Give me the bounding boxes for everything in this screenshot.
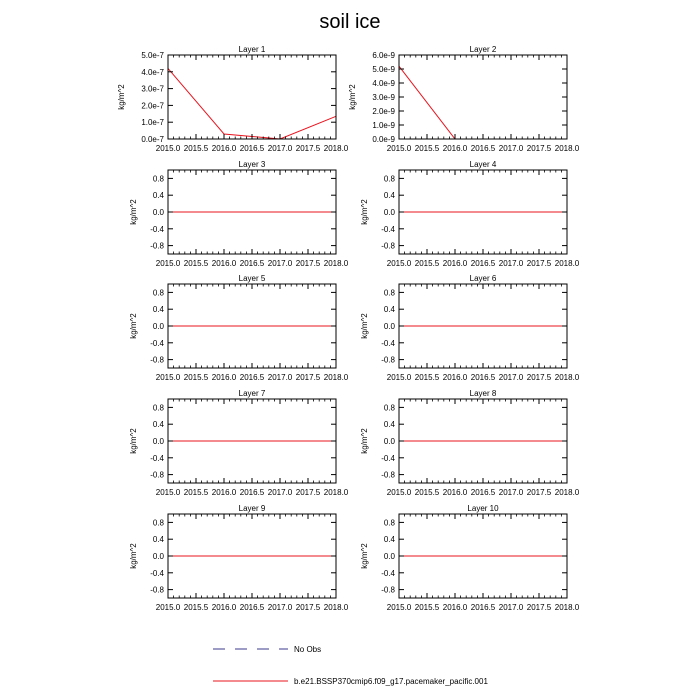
- y-tick-label: -0.8: [381, 355, 395, 365]
- legend-label-no-obs: No Obs: [294, 645, 322, 654]
- x-tick-label: 2015.5: [183, 603, 209, 612]
- x-tick-label: 2017.0: [267, 259, 293, 268]
- x-tick-label: 2015.0: [155, 373, 181, 382]
- x-tick-label: 2017.5: [526, 144, 552, 153]
- x-tick-label: 2016.5: [239, 144, 265, 153]
- series-line: [168, 68, 336, 139]
- y-tick-label: 0.0: [383, 208, 395, 217]
- y-tick-label: -0.4: [150, 338, 164, 348]
- panel-title: Layer 7: [238, 389, 266, 398]
- panel-title: Layer 2: [469, 45, 497, 54]
- legend: [213, 645, 488, 686]
- x-tick-label: 2018.0: [323, 259, 349, 268]
- y-tick-label: -0.8: [150, 470, 164, 480]
- x-tick-label: 2015.0: [386, 488, 412, 497]
- x-tick-label: 2018.0: [554, 603, 580, 612]
- y-axis-label: kg/m^2: [360, 313, 369, 339]
- x-tick-label: 2016.0: [211, 144, 237, 153]
- x-tick-label: 2016.5: [470, 373, 496, 382]
- x-tick-label: 2017.0: [498, 603, 524, 612]
- panel-title: Layer 10: [467, 504, 499, 513]
- x-tick-label: 2018.0: [323, 603, 349, 612]
- x-tick-label: 2017.5: [295, 373, 321, 382]
- y-tick-label: 0.4: [152, 191, 164, 201]
- y-tick-label: 0.8: [383, 403, 395, 413]
- x-tick-label: 2018.0: [554, 259, 580, 268]
- x-tick-label: 2018.0: [323, 488, 349, 497]
- x-tick-label: 2016.5: [470, 603, 496, 612]
- x-tick-label: 2016.5: [239, 488, 265, 497]
- x-tick-label: 2015.5: [183, 259, 209, 268]
- panel-title: Layer 5: [238, 274, 266, 283]
- x-tick-label: 2016.5: [239, 259, 265, 268]
- y-tick-label: 0.8: [383, 174, 395, 184]
- y-tick-label: 2.0e-9: [372, 107, 395, 116]
- x-tick-label: 2016.0: [211, 603, 237, 612]
- y-axis-label: kg/m^2: [117, 84, 126, 110]
- series-line: [399, 66, 567, 139]
- y-tick-label: 0.0: [383, 437, 395, 446]
- x-tick-label: 2016.0: [442, 144, 468, 153]
- y-tick-label: -0.8: [381, 241, 395, 251]
- x-tick-label: 2017.5: [526, 488, 552, 497]
- y-tick-label: -0.8: [381, 585, 395, 595]
- x-tick-label: 2015.0: [155, 603, 181, 612]
- plot-frame: [399, 55, 567, 139]
- y-tick-label: -0.8: [150, 355, 164, 365]
- panels-grid: [117, 45, 580, 612]
- x-tick-label: 2017.0: [267, 373, 293, 382]
- x-tick-label: 2015.0: [386, 373, 412, 382]
- x-tick-label: 2015.0: [155, 144, 181, 153]
- panel-title: Layer 6: [469, 274, 497, 283]
- y-tick-label: -0.4: [381, 453, 395, 463]
- y-tick-label: 1.0e-9: [372, 121, 395, 130]
- x-tick-label: 2018.0: [554, 144, 580, 153]
- x-tick-label: 2017.0: [267, 488, 293, 497]
- y-tick-label: -0.8: [381, 470, 395, 480]
- y-tick-label: -0.4: [150, 224, 164, 234]
- y-tick-label: 3.0e-7: [141, 84, 164, 94]
- y-tick-label: -0.4: [381, 338, 395, 348]
- x-tick-label: 2018.0: [323, 373, 349, 382]
- x-tick-label: 2015.0: [386, 603, 412, 612]
- x-tick-label: 2015.5: [414, 259, 440, 268]
- x-tick-label: 2015.5: [414, 603, 440, 612]
- panel-layer-10: [360, 504, 580, 612]
- y-tick-label: 0.8: [383, 518, 395, 528]
- x-tick-label: 2015.0: [386, 144, 412, 153]
- panel-layer-6: [360, 274, 580, 382]
- x-tick-label: 2017.5: [526, 603, 552, 612]
- x-tick-label: 2017.5: [526, 259, 552, 268]
- y-tick-label: 0.4: [383, 305, 395, 315]
- x-tick-label: 2015.0: [155, 488, 181, 497]
- y-tick-label: 4.0e-7: [141, 67, 164, 77]
- x-tick-label: 2017.0: [498, 488, 524, 497]
- panel-layer-8: [360, 389, 580, 497]
- y-tick-label: 0.8: [152, 288, 164, 298]
- x-tick-label: 2016.5: [470, 488, 496, 497]
- x-tick-label: 2018.0: [554, 373, 580, 382]
- x-tick-label: 2017.0: [267, 144, 293, 153]
- x-tick-label: 2017.0: [267, 603, 293, 612]
- y-tick-label: 5.0e-9: [372, 65, 395, 74]
- y-tick-label: -0.4: [381, 224, 395, 234]
- x-tick-label: 2016.0: [211, 373, 237, 382]
- x-tick-label: 2017.5: [295, 488, 321, 497]
- y-axis-label: kg/m^2: [360, 199, 369, 225]
- x-tick-label: 2017.0: [498, 144, 524, 153]
- y-tick-label: 4.0e-9: [372, 79, 395, 88]
- x-tick-label: 2015.0: [386, 259, 412, 268]
- x-tick-label: 2016.0: [442, 488, 468, 497]
- y-tick-label: 5.0e-7: [141, 51, 164, 60]
- panel-title: Layer 9: [238, 504, 266, 513]
- x-tick-label: 2016.5: [239, 603, 265, 612]
- y-axis-label: kg/m^2: [360, 543, 369, 569]
- y-tick-label: -0.4: [381, 568, 395, 578]
- x-tick-label: 2015.5: [414, 144, 440, 153]
- x-tick-label: 2017.5: [295, 603, 321, 612]
- y-tick-label: 0.4: [383, 191, 395, 201]
- x-tick-label: 2015.5: [183, 488, 209, 497]
- y-tick-label: 0.0e-9: [372, 135, 395, 144]
- x-tick-label: 2018.0: [554, 488, 580, 497]
- y-tick-label: 0.8: [152, 403, 164, 413]
- y-tick-label: -0.8: [150, 241, 164, 251]
- x-tick-label: 2017.5: [295, 144, 321, 153]
- panel-layer-1: [117, 45, 349, 153]
- x-tick-label: 2016.0: [442, 373, 468, 382]
- y-axis-label: kg/m^2: [129, 543, 138, 569]
- x-tick-label: 2017.5: [526, 373, 552, 382]
- y-tick-label: 2.0e-7: [141, 101, 164, 111]
- x-tick-label: 2017.0: [498, 259, 524, 268]
- panel-layer-3: [129, 160, 349, 268]
- x-tick-label: 2015.5: [183, 373, 209, 382]
- x-tick-label: 2017.5: [295, 259, 321, 268]
- y-tick-label: 0.8: [383, 288, 395, 298]
- x-tick-label: 2016.0: [442, 603, 468, 612]
- y-tick-label: 0.0: [152, 437, 164, 446]
- y-tick-label: 0.0: [152, 208, 164, 217]
- y-tick-label: 0.4: [152, 535, 164, 545]
- figure-title: soil ice: [319, 11, 381, 33]
- x-tick-label: 2015.0: [155, 259, 181, 268]
- y-tick-label: -0.4: [150, 568, 164, 578]
- y-tick-label: 0.0e-7: [141, 135, 164, 144]
- x-tick-label: 2016.5: [470, 144, 496, 153]
- x-tick-label: 2015.5: [414, 488, 440, 497]
- panel-title: Layer 8: [469, 389, 497, 398]
- panel-layer-4: [360, 160, 580, 268]
- y-axis-label: kg/m^2: [129, 199, 138, 225]
- y-tick-label: -0.4: [150, 453, 164, 463]
- panel-layer-2: [348, 45, 580, 153]
- y-tick-label: 0.0: [383, 552, 395, 561]
- y-tick-label: -0.8: [150, 585, 164, 595]
- y-tick-label: 3.0e-9: [372, 93, 395, 102]
- y-tick-label: 6.0e-9: [372, 51, 395, 60]
- x-tick-label: 2015.5: [183, 144, 209, 153]
- panel-layer-9: [129, 504, 349, 612]
- x-tick-label: 2018.0: [323, 144, 349, 153]
- y-tick-label: 0.4: [152, 305, 164, 315]
- y-tick-label: 0.0: [383, 322, 395, 331]
- panel-title: Layer 3: [238, 160, 266, 169]
- x-tick-label: 2015.5: [414, 373, 440, 382]
- x-tick-label: 2016.5: [470, 259, 496, 268]
- x-tick-label: 2016.0: [211, 259, 237, 268]
- y-tick-label: 0.8: [152, 518, 164, 528]
- x-tick-label: 2016.0: [442, 259, 468, 268]
- legend-label-model: b.e21.BSSP370cmip6.f09_g17.pacemaker_pacific.001: [294, 677, 488, 686]
- panel-title: Layer 4: [469, 160, 497, 169]
- y-axis-label: kg/m^2: [129, 428, 138, 454]
- y-axis-label: kg/m^2: [360, 428, 369, 454]
- y-tick-label: 1.0e-7: [141, 118, 164, 128]
- x-tick-label: 2016.5: [239, 373, 265, 382]
- panel-layer-5: [129, 274, 349, 382]
- y-tick-label: 0.8: [152, 174, 164, 184]
- x-tick-label: 2017.0: [498, 373, 524, 382]
- panel-layer-7: [129, 389, 349, 497]
- x-tick-label: 2016.0: [211, 488, 237, 497]
- y-axis-label: kg/m^2: [348, 84, 357, 110]
- y-axis-label: kg/m^2: [129, 313, 138, 339]
- y-tick-label: 0.0: [152, 322, 164, 331]
- y-tick-label: 0.4: [383, 535, 395, 545]
- y-tick-label: 0.0: [152, 552, 164, 561]
- panel-title: Layer 1: [238, 45, 266, 54]
- y-tick-label: 0.4: [383, 420, 395, 430]
- y-tick-label: 0.4: [152, 420, 164, 430]
